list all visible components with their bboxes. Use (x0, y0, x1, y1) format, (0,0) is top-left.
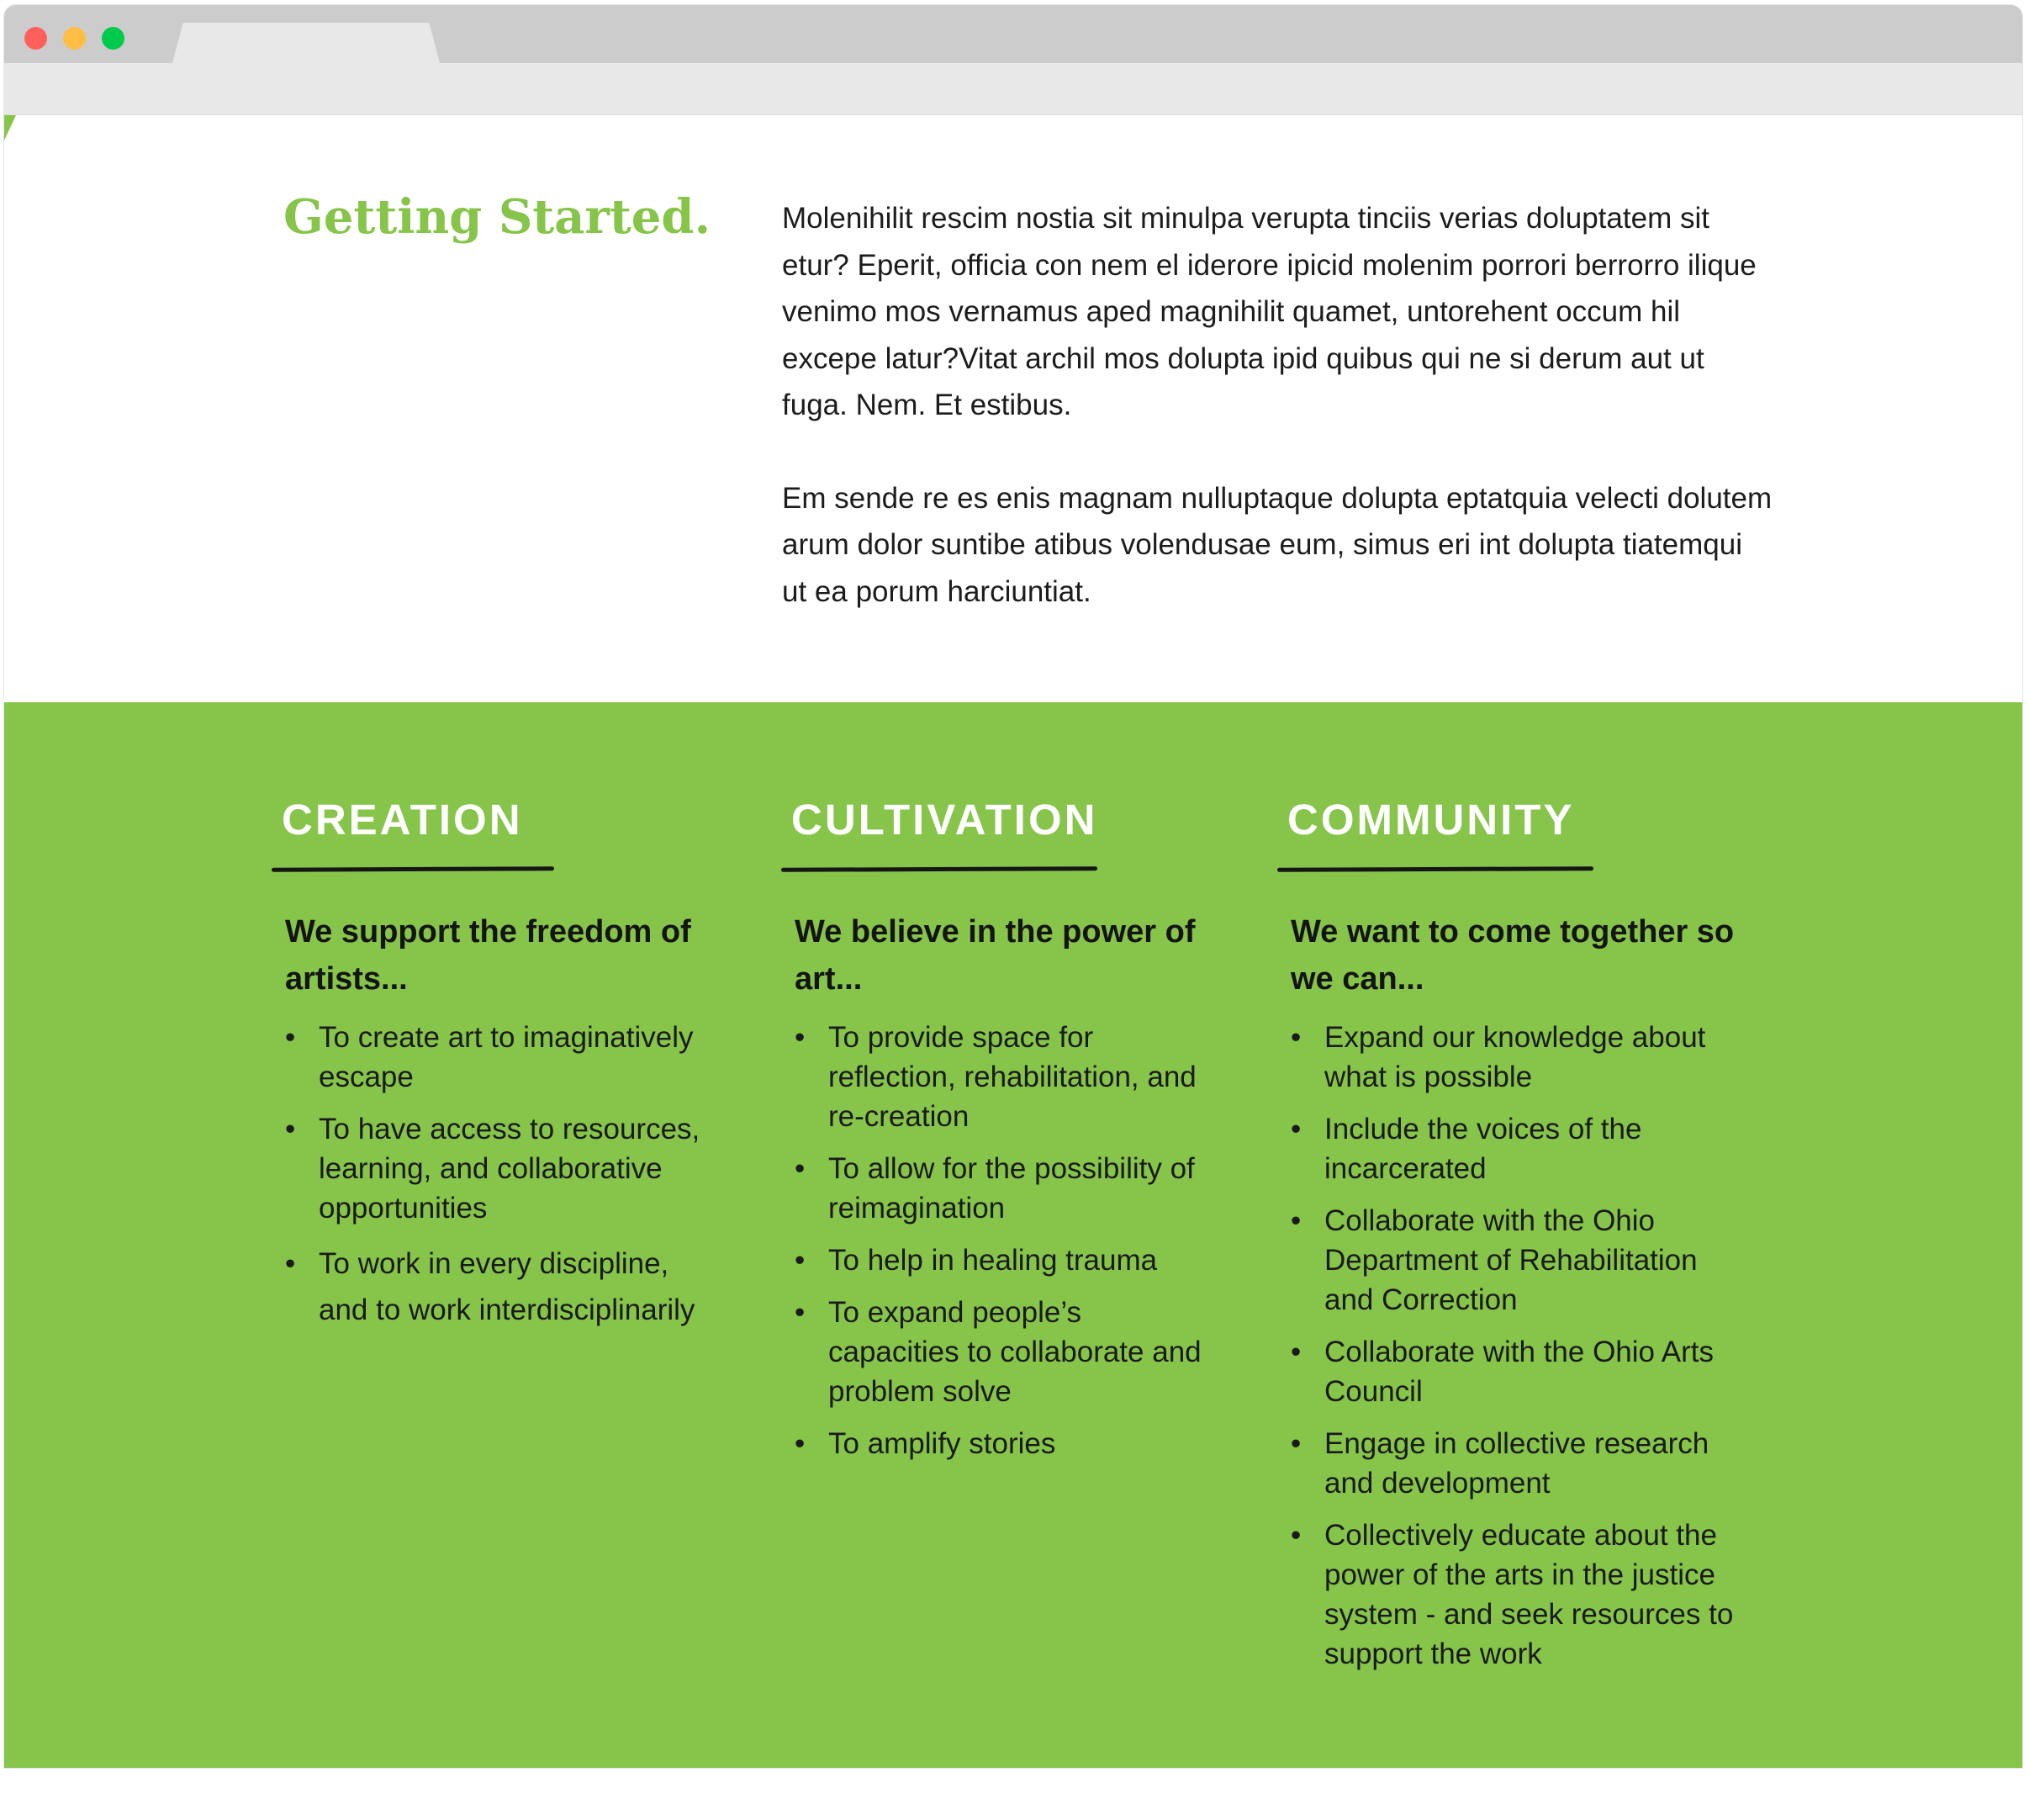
column-list (1277, 1018, 1748, 1674)
list-item (795, 1293, 1218, 1411)
bullet-icon: • (285, 1021, 296, 1054)
title-underline (1277, 866, 1593, 872)
bullet-icon: • (795, 1296, 806, 1329)
list-item (795, 1241, 1218, 1280)
list-item (285, 1241, 726, 1333)
bullet-icon: • (795, 1021, 806, 1054)
browser-toolbar (4, 63, 2022, 115)
list-item (1291, 1332, 1748, 1411)
column-title: COMMUNITY (1287, 796, 1575, 844)
zoom-window-icon[interactable] (102, 27, 124, 50)
column-creation (272, 795, 726, 1346)
list-item-text: To allow for the possibility of reimagination (828, 1152, 1195, 1225)
browser-titlebar (4, 5, 2022, 63)
column-subtitle: We believe in the power of art... (795, 914, 1196, 997)
title-underline (781, 866, 1097, 872)
list-item (1291, 1201, 1748, 1320)
list-item-text: To help in healing trauma (828, 1244, 1158, 1277)
intro-body (782, 195, 1774, 615)
column-title: CULTIVATION (791, 796, 1098, 844)
column-cultivation (781, 795, 1218, 1476)
list-item-text: Engage in collective research and development (1324, 1427, 1709, 1500)
list-item (795, 1424, 1218, 1463)
list-item (795, 1149, 1218, 1228)
list-item-text: Collaborate with the Ohio Arts Council (1324, 1336, 1715, 1408)
column-title: CREATION (282, 796, 523, 844)
browser-tab[interactable] (172, 23, 440, 63)
minimize-window-icon[interactable] (63, 27, 86, 50)
values-section (4, 702, 2022, 1768)
bullet-icon: • (795, 1152, 806, 1185)
corner-accent-mark (4, 115, 16, 140)
list-item (1291, 1424, 1748, 1503)
column-subtitle: We support the freedom of artists... (285, 914, 691, 997)
intro-paragraph: Molenihilit rescim nostia sit minulpa verupta tinciis verias doluptatem sit etur? Eperit, officia con nem el iderore ipicid molenim porrori berrorro ilique venimo mos vernamus aped magnihilit quamet, untorehent occum hil excepe latur?Vitat archil mos dolupta ipid quibus qui ne si derum aut ut fuga. Nem. Et estibus. (782, 202, 1757, 421)
list-item (285, 1018, 726, 1097)
list-item-text: To provide space for reflection, rehabilitation, and re-creation (828, 1021, 1197, 1133)
list-item (1291, 1516, 1748, 1674)
list-item-text: To amplify stories (828, 1427, 1056, 1460)
list-item-text: To expand people’s capacities to collaborate and problem solve (828, 1296, 1202, 1408)
list-item-text: Collaborate with the Ohio Department of Rehabilitation and Correction (1324, 1204, 1698, 1316)
bullet-icon: • (795, 1244, 806, 1277)
column-subtitle: We want to come together so we can... (1291, 914, 1735, 997)
list-item-text: To have access to resources, learning, and collaborative opportunities (319, 1113, 700, 1225)
close-window-icon[interactable] (24, 27, 47, 50)
page-content (4, 115, 2022, 1768)
list-item (1291, 1109, 1748, 1188)
browser-window (4, 5, 2022, 1768)
bullet-icon: • (1291, 1113, 1302, 1145)
bullet-icon: • (285, 1247, 296, 1280)
column-list (781, 1018, 1218, 1463)
list-item-text: Collectively educate about the power of the arts in the justice system - and seek resources to support the work (1324, 1519, 1734, 1670)
list-item-text: To work in every discipline, and to work interdisciplinarily (319, 1247, 695, 1326)
bullet-icon: • (1291, 1519, 1302, 1552)
list-item-text: Include the voices of the incarcerated (1324, 1113, 1642, 1185)
list-item-text: Expand our knowledge about what is possible (1324, 1021, 1706, 1093)
bullet-icon: • (1291, 1021, 1302, 1054)
list-item (795, 1018, 1218, 1136)
bullet-icon: • (795, 1427, 806, 1460)
bullet-icon: • (285, 1113, 296, 1145)
intro-paragraph: Em sende re es enis magnam nulluptaque dolupta eptatquia velecti dolutem arum dolor suntibe atibus volendusae eum, simus eri int dolupta tiatemqui ut ea porum harciuntiat. (782, 481, 1773, 608)
bullet-icon: • (1291, 1427, 1302, 1460)
list-item-text: To create art to imaginatively escape (319, 1021, 694, 1093)
column-list (272, 1018, 726, 1333)
title-underline (272, 866, 554, 871)
column-community (1277, 795, 1748, 1686)
list-item (1291, 1018, 1748, 1097)
page-title: Getting Started. (283, 189, 711, 245)
bullet-icon: • (1291, 1336, 1302, 1368)
bullet-icon: • (1291, 1204, 1302, 1237)
list-item (285, 1109, 726, 1228)
